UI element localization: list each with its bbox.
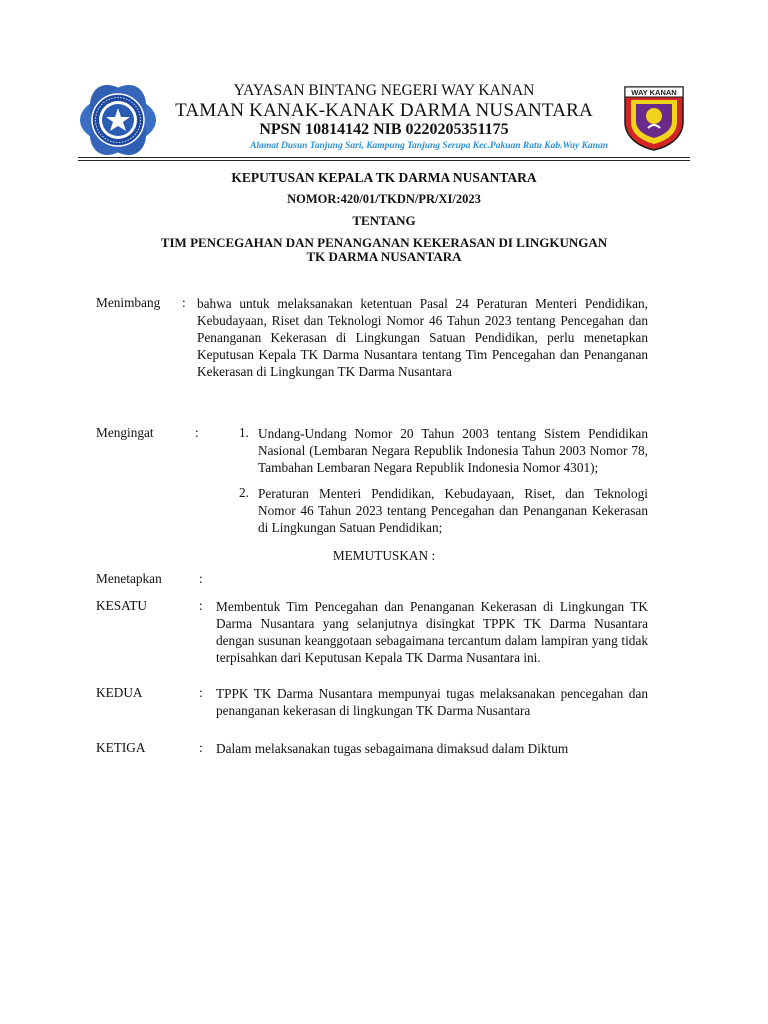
diktum-ketiga-label: KETIGA — [96, 740, 146, 755]
diktum-kesatu-colon: : — [199, 598, 203, 613]
diktum-kesatu-label: KESATU — [96, 598, 147, 613]
svg-text:WAY KANAN: WAY KANAN — [631, 88, 677, 97]
diktum-ketiga-text: Dalam melaksanakan tugas sebagaimana dimaksud dalam Diktum — [216, 741, 569, 756]
diktum-kedua-label: KEDUA — [96, 685, 143, 700]
school-ids: NPSN 10814142 NIB 0220205351175 — [259, 121, 509, 138]
mengingat-item-1-number: 1. — [239, 425, 249, 440]
menetapkan-label: Menetapkan — [96, 571, 162, 586]
foundation-name: YAYASAN BINTANG NEGERI WAY KANAN — [233, 82, 535, 99]
menimbang-text: bahwa untuk melaksanakan ketentuan Pasal 24 Peraturan Menteri Pendidikan, Kebudayaan, Riset dan Teknologi Nomor 46 Tahun 2023 tentang Pencegahan dan Penanganan Kekerasan di Lingkungan Satuan Pendidikan, perlu menetapkan Keputusan Kepala TK Darma Nusantara tentang Tim Pencegahan dan Penanganan Kekerasan di Lingkungan TK Darma Nusantara — [197, 296, 648, 379]
diktum-kedua-text: TPPK TK Darma Nusantara mempunyai tugas melaksanakan pencegahan dan penanganan kekerasan di lingkungan TK Darma Nusantara — [216, 686, 648, 718]
decree-title: KEPUTUSAN KEPALA TK DARMA NUSANTARA — [231, 170, 537, 185]
school-address: Alamat Dusun Tanjung Sari, Kampung Tanjung Serupa Kec.Pakuan Ratu Kab.Way Kanan — [250, 141, 608, 151]
menimbang-colon: : — [182, 295, 186, 310]
letterhead-divider — [78, 157, 690, 158]
mengingat-item-2-text: Peraturan Menteri Pendidikan, Kebudayaan, Riset, dan Teknologi Nomor 46 Tahun 2023 tentang Pencegahan dan Penanganan Kekerasan di Lingkungan Satuan Pendidikan; — [258, 486, 648, 535]
diktum-kedua-colon: : — [199, 685, 203, 700]
decree-number: NOMOR:420/01/TKDN/PR/XI/2023 — [287, 192, 481, 206]
diktum-ketiga-colon: : — [199, 740, 203, 755]
menimbang-label: Menimbang — [96, 295, 161, 310]
memutuskan-heading: MEMUTUSKAN : — [332, 548, 436, 563]
mengingat-colon: : — [195, 425, 199, 440]
mengingat-label: Mengingat — [96, 425, 154, 440]
mengingat-item-1-text: Undang-Undang Nomor 20 Tahun 2003 tentang Sistem Pendidikan Nasional (Lembaran Negara Republik Indonesia Tahun 2003 Nomor 78, Tambahan Lembaran Negara Republik Indonesia Nomor 4301); — [258, 426, 648, 475]
decree-subject-line-1: TIM PENCEGAHAN DAN PENANGANAN KEKERASAN DI LINGKUNGAN — [160, 235, 608, 250]
mengingat-item-2-number: 2. — [239, 485, 249, 500]
decree-about: TENTANG — [352, 213, 416, 228]
letterhead-divider-thin — [78, 160, 690, 161]
diktum-kesatu-text: Membentuk Tim Pencegahan dan Penanganan Kekerasan di Lingkungan TK Darma Nusantara yang selanjutnya disingkat TPPK TK Darma Nusantara dengan susunan keanggotaan sebagaimana tercantum dalam lampiran yang tidak terpisahkan dari Keputusan Kepala TK Darma Nusantara ini. — [216, 599, 648, 665]
school-name: TAMAN KANAK-KANAK DARMA NUSANTARA — [175, 100, 593, 121]
decree-subject-line-2: TK DARMA NUSANTARA — [306, 249, 462, 264]
menetapkan-colon: : — [199, 571, 203, 586]
